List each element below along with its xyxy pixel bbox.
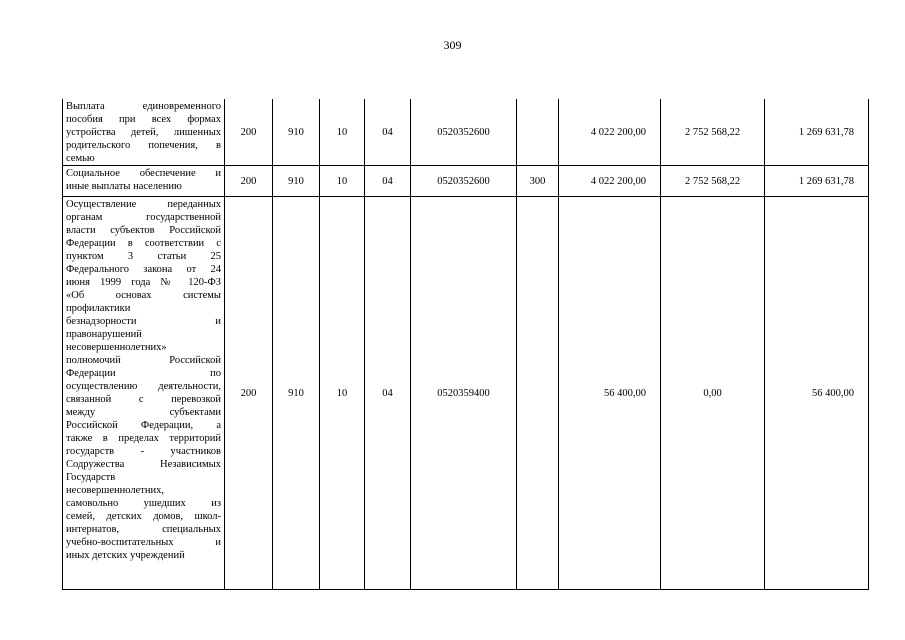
description-line: пособия при всех формах	[66, 114, 221, 125]
description-line: власти субъектов Российской	[66, 225, 221, 236]
code-cell: 0520359400	[411, 197, 517, 590]
code-cell: 200	[225, 99, 273, 166]
description-line: органам государственной	[66, 212, 221, 223]
description-line: профилактики	[66, 303, 131, 314]
code-cell: 200	[225, 197, 273, 590]
row-description	[63, 166, 225, 197]
description-line: пунктом 3 статьи 25	[66, 251, 221, 262]
description-line: семью	[66, 153, 95, 164]
code-cell	[517, 99, 559, 166]
amount-cell: 2 752 568,22	[661, 99, 765, 166]
code-cell: 10	[320, 99, 365, 166]
amount-cell: 4 022 200,00	[559, 99, 661, 166]
description-line: самовольно ушедших из	[66, 498, 221, 509]
code-cell	[517, 197, 559, 590]
description-line: «Об основах системы	[66, 290, 221, 301]
amount-cell: 4 022 200,00	[559, 166, 661, 197]
code-cell: 04	[365, 99, 411, 166]
table-row	[63, 166, 869, 197]
code-cell: 04	[365, 197, 411, 590]
amount-cell: 56 400,00	[765, 197, 869, 590]
description-line: устройства детей, лишенных	[66, 127, 221, 138]
amount-cell: 56 400,00	[559, 197, 661, 590]
description-line: также в пределах территорий	[66, 433, 221, 444]
row-description	[63, 197, 225, 590]
description-line: несовершеннолетних,	[66, 485, 164, 496]
description-line: связанной с перевозкой	[66, 394, 221, 405]
amount-cell: 2 752 568,22	[661, 166, 765, 197]
description-line: июня 1999 года № 120-ФЗ	[66, 277, 221, 288]
description-line: Осуществление переданных	[66, 199, 221, 210]
table-row	[63, 99, 869, 166]
description-line: родительского попечения, в	[66, 140, 221, 151]
description-line: иных детских учреждений	[66, 550, 185, 561]
description-line: Федерального закона от 24	[66, 264, 221, 275]
code-cell: 910	[273, 197, 320, 590]
code-cell: 0520352600	[411, 99, 517, 166]
row-description	[63, 99, 225, 166]
table-row	[63, 197, 869, 590]
page-number: 309	[443, 38, 462, 52]
description-line: интернатов, специальных	[66, 524, 221, 535]
budget-table	[62, 99, 869, 590]
description-line: правонарушений	[66, 329, 142, 340]
code-cell: 300	[517, 166, 559, 197]
code-cell: 0520352600	[411, 166, 517, 197]
description-line: Российской Федерации, а	[66, 420, 221, 431]
description-line: семей, детских домов, школ-	[66, 511, 221, 522]
description-line: Государств	[66, 472, 116, 483]
description-line: Выплата единовременного	[66, 101, 221, 112]
code-cell: 10	[320, 166, 365, 197]
code-cell: 910	[273, 99, 320, 166]
description-line: Социальное обеспечение и	[66, 168, 221, 179]
code-cell: 10	[320, 197, 365, 590]
amount-cell: 1 269 631,78	[765, 166, 869, 197]
amount-cell: 0,00	[661, 197, 765, 590]
description-line: Содружества Независимых	[66, 459, 221, 470]
code-cell: 910	[273, 166, 320, 197]
description-line: Федерации в соответствии с	[66, 238, 221, 249]
description-line: полномочий Российской	[66, 355, 221, 366]
amount-cell: 1 269 631,78	[765, 99, 869, 166]
description-line: безнадзорности и	[66, 316, 221, 327]
description-line: Федерации по	[66, 368, 221, 379]
description-line: несовершеннолетних»	[66, 342, 167, 353]
description-line: иные выплаты населению	[66, 181, 182, 192]
code-cell: 200	[225, 166, 273, 197]
description-line: учебно-воспитательных и	[66, 537, 221, 548]
code-cell: 04	[365, 166, 411, 197]
description-line: государств - участников	[66, 446, 221, 457]
description-line: между субъектами	[66, 407, 221, 418]
description-line: осуществлению деятельности,	[66, 381, 221, 392]
